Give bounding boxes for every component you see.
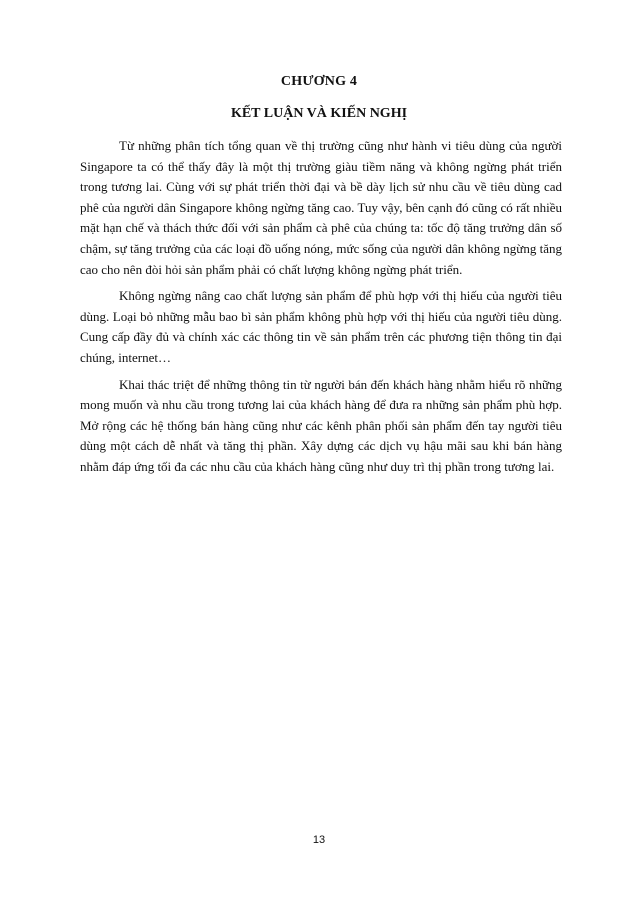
paragraph-1: Từ những phân tích tổng quan về thị trường cũng như hành vi tiêu dùng của người Singapore ta có thể thấy đây là một thị trường giàu tiềm năng và không ngừng phát triển trong tương lai. Cùng với sự phát triển thời đại và bề dày lịch sử nhu cầu về tiêu dùng cad phê của người dân Singapore không ngừng tăng cao. Tuy vậy, bên cạnh đó cũng có rất nhiều mặt hạn chế và thách thức đối với sản phẩm cà phê của chúng ta: tốc độ tăng trưởng dân số chậm, sự tăng trưởng của các loại đồ uống nóng, mức sống của người dân không ngừng tăng cao cho nên đòi hỏi sản phẩm phải có chất lượng không ngừng phát triển. xyxy=(80,138,562,277)
page-number: 13 xyxy=(312,834,326,846)
document-body xyxy=(80,136,562,484)
chapter-heading: CHƯƠNG 4 xyxy=(280,74,358,89)
paragraph-2: Không ngừng nâng cao chất lượng sản phẩm để phù hợp với thị hiếu của người tiêu dùng. Loại bỏ những mẫu bao bì sản phẩm không phù hợp với thị hiếu của người tiêu dùng. Cung cấp đầy đủ và chính xác các thông tin về sản phẩm trên các phương tiện thông tin đại chúng, internet… xyxy=(80,288,562,365)
chapter-title: KẾT LUẬN VÀ KIẾN NGHỊ xyxy=(230,106,408,121)
paragraph-3: Khai thác triệt để những thông tin từ người bán đến khách hàng nhằm hiểu rõ những mong muốn và nhu cầu trong tương lai của khách hàng để đưa ra những sản phẩm phù hợp. Mở rộng các hệ thống bán hàng cũng như các kênh phân phối sản phẩm đến tay người tiêu dùng một cách dễ nhất và tăng thị phần. Xây dựng các dịch vụ hậu mãi sau khi bán hàng nhằm đáp ứng tối đa các nhu cầu của khách hàng cũng như duy trì thị phần trong tương lai. xyxy=(80,376,562,474)
